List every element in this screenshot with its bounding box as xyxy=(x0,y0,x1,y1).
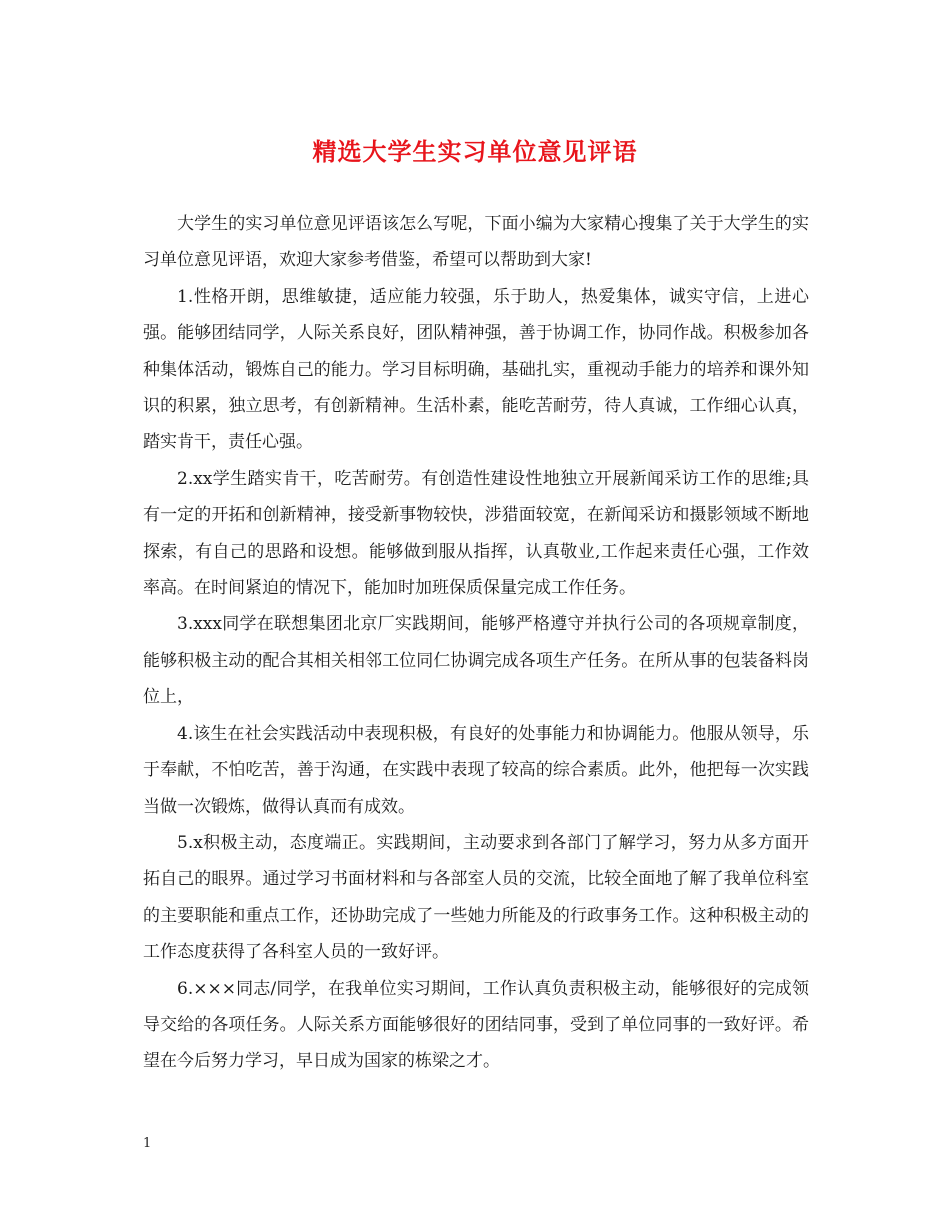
document-title: 精选大学生实习单位意见评语 xyxy=(312,137,638,166)
comment-paragraph-4: 4.该生在社会实践活动中表现积极，有良好的处事能力和协调能力。他服从领导，乐于奉献，不怕吃苦，善于沟通，在实践中表现了较高的综合素质。此外，他把每一次实践当做一次锻炼，做得认真而有成效。 xyxy=(143,723,809,817)
comment-paragraph-5: 5.x积极主动，态度端正。实践期间，主动要求到各部门了解学习，努力从多方面开拓自己的眼界。通过学习书面材料和与各部室人员的交流，比较全面地了解了我单位科室的主要职能和重点工作，还协助完成了一些她力所能及的行政事务工作。这种积极主动的工作态度获得了各科室人员的一致好评。 xyxy=(143,832,809,963)
comment-paragraph-3: 3.xxx同学在联想集团北京厂实践期间，能够严格遵守并执行公司的各项规章制度，能够积极主动的配合其相关相邻工位同仁协调完成各项生产任务。在所从事的包装备料岗位上， xyxy=(143,614,809,708)
comment-paragraph-2: 2.xx学生踏实肯干，吃苦耐劳。有创造性建设性地独立开展新闻采访工作的思维;具有一定的开拓和创新精神，接受新事物较快，涉猎面较宽，在新闻采访和摄影领域不断地探索，有自己的思路和设想。能够做到服从指挥，认真敬业,工作起来责任心强，工作效率高。在时间紧迫的情况下，能加时加班保质保量完成工作任务。 xyxy=(143,468,809,599)
comment-paragraph-1: 1.性格开朗，思维敏捷，适应能力较强，乐于助人，热爱集体，诚实守信，上进心强。能够团结同学，人际关系良好，团队精神强，善于协调工作，协同作战。积极参加各种集体活动，锻炼自己的能力。学习目标明确，基础扎实，重视动手能力的培养和课外知识的积累，独立思考，有创新精神。生活朴素，能吃苦耐劳，待人真诚，工作细心认真，踏实肯干，责任心强。 xyxy=(143,286,809,453)
page-number: 1 xyxy=(143,1136,152,1151)
document-body xyxy=(143,206,809,1080)
comment-paragraph-6: 6.×××同志/同学，在我单位实习期间，工作认真负责积极主动，能够很好的完成领导交给的各项任务。人际关系方面能够很好的团结同事，受到了单位同事的一致好评。希望在今后努力学习，早日成为国家的栋梁之才。 xyxy=(143,978,809,1072)
intro-paragraph: 大学生的实习单位意见评语该怎么写呢，下面小编为大家精心搜集了关于大学生的实习单位意见评语，欢迎大家参考借鉴，希望可以帮助到大家! xyxy=(143,214,809,271)
